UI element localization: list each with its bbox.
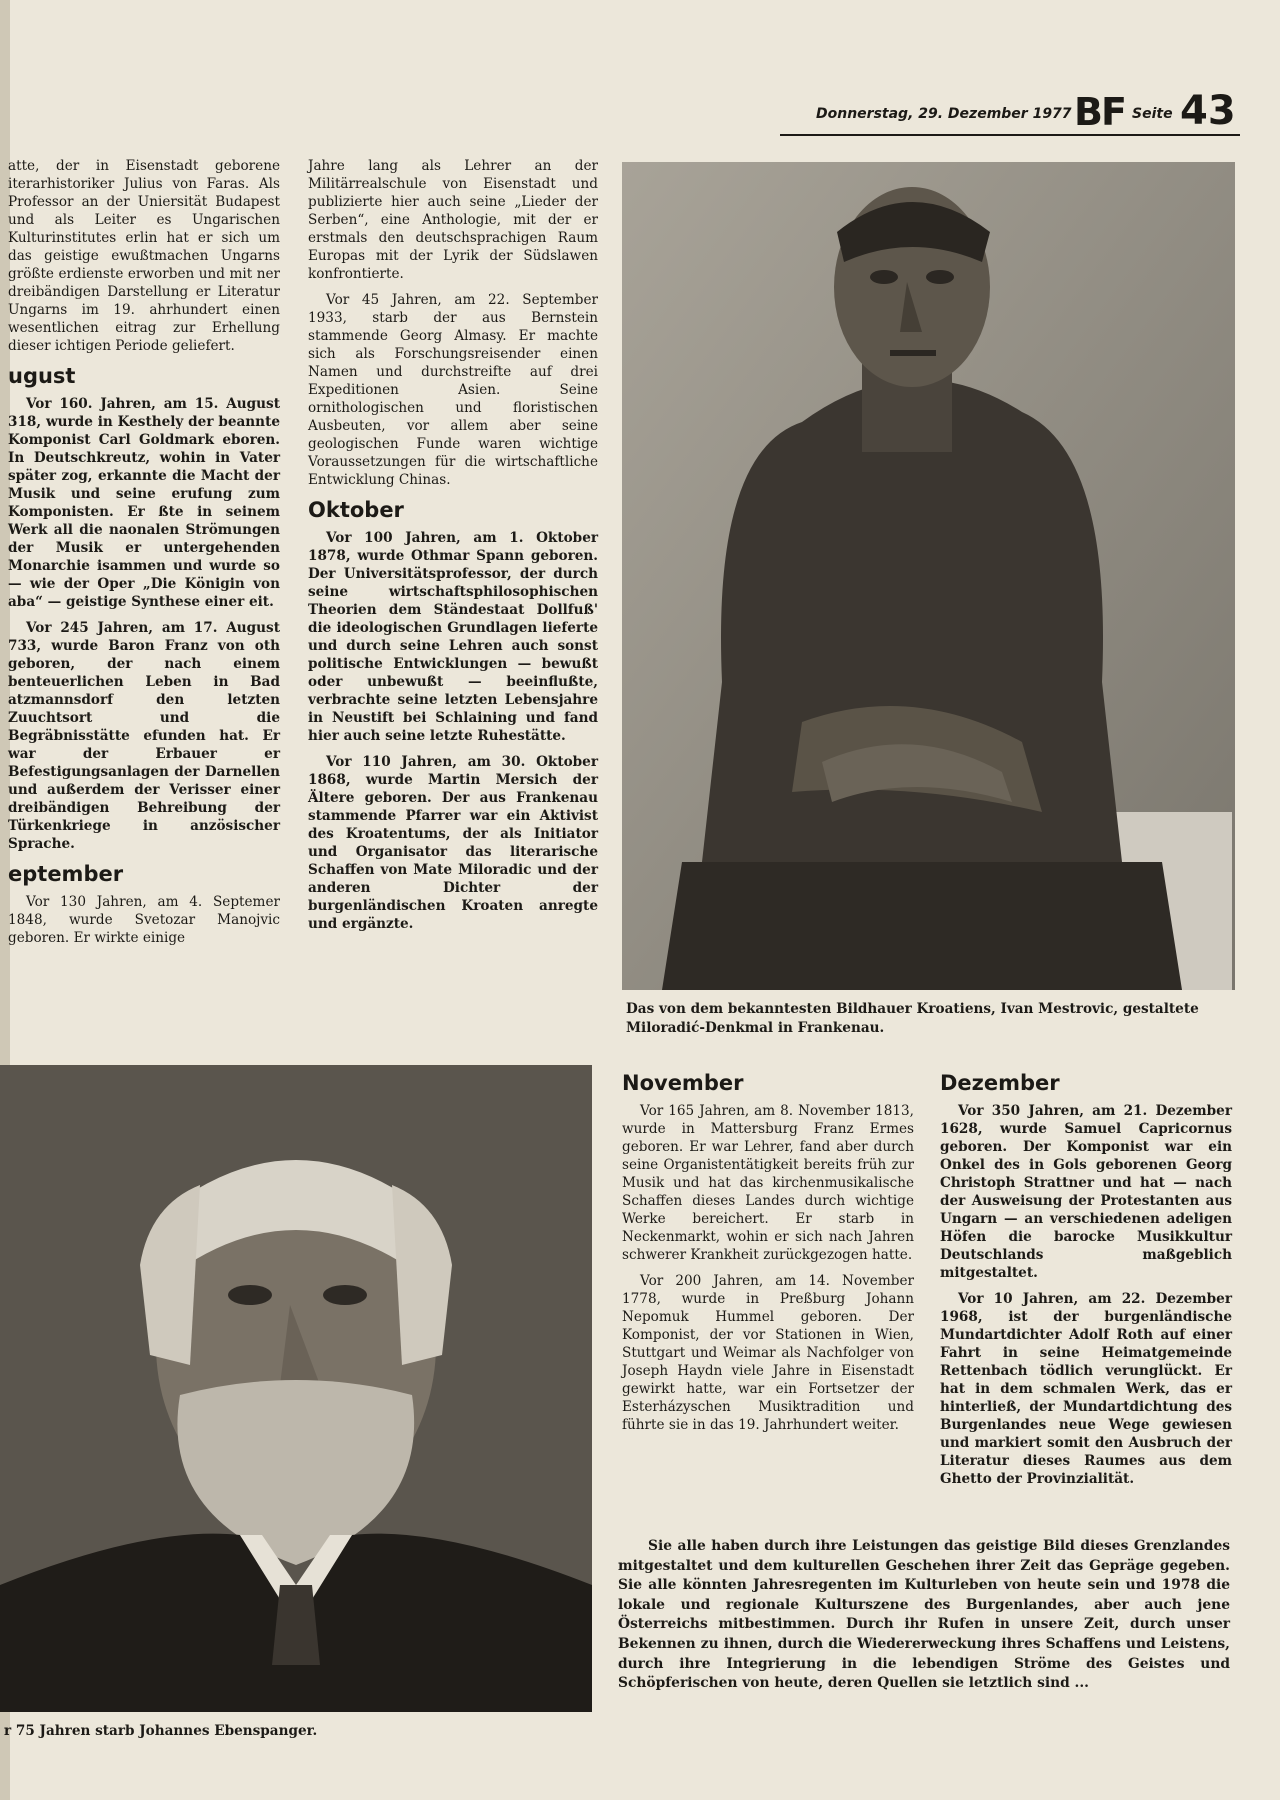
statue-caption: Das von dem bekanntesten Bildhauer Kroatiens, Ivan Mestrovic, gestaltete Miloradić-Denkmal in Frankenau. [626, 1001, 1199, 1036]
article-column-1 [8, 157, 280, 955]
paragraph-farkas: atte, der in Eisenstadt geborene iterarhistoriker Julius von Faras. Als Professor an der Uniersität Budapest und als Leiter es Ungarischen Kulturinstitutes erlin hat er sich um das geistige ewußtmachen Ungarns größte erdienste erworben und mit ner dreibändigen Darstellung er Literatur Ungarns im 19. ahrhundert einen wesentlichen eitrag zur Erhellung dieser ichtigen Periode geliefert. [8, 158, 280, 354]
heading-november: November [622, 1071, 744, 1095]
paragraph-mersich: Vor 110 Jahren, am 30. Oktober 1868, wurde Martin Mersich der Ältere geboren. Der aus Frankenau stammende Pfarrer war ein Aktivist des Kroatentums, der als Initiator und Organisator das literarische Schaffen von Mate Miloradic und der anderen Dichter der burgenländischen Kroaten anregte und ergänzte. [308, 754, 598, 932]
statue-photo [622, 162, 1235, 990]
paragraph-roth-baron: Vor 245 Jahren, am 17. August 733, wurde Baron Franz von oth geboren, der nach einem benteuerlichen Leben in Bad atzmannsdorf den letzten Zuuchtsort und die Begräbnisstätte efunden hat. Er war der Erbauer er Befestigungsanlagen der Darnellen und außerdem der Verisser einer dreibändigen Behreibung der Türkenkriege in anzösischer Sprache. [8, 620, 280, 852]
closing-paragraph [618, 1537, 1230, 1694]
page-label: Seite [1132, 106, 1173, 122]
article-column-2 [308, 157, 598, 941]
paragraph-capricornus: Vor 350 Jahren, am 21. Dezember 1628, wurde Samuel Capricornus geboren. Der Komponist war ein Onkel des in Gols geborenen Georg Christoph Strattner und hat — nach der Ausweisung der Protestanten aus Ungarn — an verschiedenen adeligen Höfen die barocke Musikkultur Deutschlands maßgeblich mitgestaltet. [940, 1103, 1232, 1281]
paragraph-adolf-roth: Vor 10 Jahren, am 22. Dezember 1968, ist der burgenländische Mundartdichter Adolf Roth auf einer Fahrt in seine Heimatgemeinde Rettenbach tödlich verunglückt. Er hat in dem schmalen Werk, das er hinterließ, der Mundartdichtung des Burgenlandes neue Wege gewiesen und markiert somit den Ausbruch der Literatur dieses Raumes aus dem Ghetto der Provinzialität. [940, 1291, 1232, 1487]
ebenspanger-portrait-image [0, 1065, 592, 1712]
dezember-column [940, 1062, 1232, 1496]
november-column [622, 1062, 914, 1442]
heading-september: eptember [8, 862, 124, 886]
newspaper-logo: BF [1074, 90, 1125, 134]
page-header [780, 84, 1240, 136]
paragraph-manojlovic: Vor 130 Jahren, am 4. Septemer 1848, wurde Svetozar Manojvic geboren. Er wirkte einige [8, 894, 280, 946]
paragraph-lieder-der-serben: Jahre lang als Lehrer an der Militärrealschule von Eisenstadt und publizierte hier auch seine „Lieder der Serben“, eine Anthologie, mit der er erstmals den deutschsprachigen Raum Europas mit der Lyrik der Südslawen konfrontierte. [308, 158, 598, 282]
portrait-caption: r 75 Jahren starb Johannes Ebenspanger. [4, 1723, 318, 1739]
miloradic-monument-image [622, 162, 1235, 990]
paragraph-spann: Vor 100 Jahren, am 1. Oktober 1878, wurde Othmar Spann geboren. Der Universitätsprofessor, der durch seine wirtschaftsphilosophischen Theorien dem Ständestaat Dollfuß' die ideologischen Grundlagen lieferte und durch seine Lehren auch sonst politische Entwicklungen — bewußt oder unbewußt — beeinflußte, verbrachte seine letzten Lebensjahre in Neustift bei Schlaining und fand hier auch seine letzte Ruhestätte. [308, 530, 598, 744]
portrait-photo [0, 1065, 592, 1712]
paragraph-hummel: Vor 200 Jahren, am 14. November 1778, wurde in Preßburg Johann Nepomuk Hummel geboren. Der Komponist, der vor Stationen in Wien, Stuttgart und Weimar als Nachfolger von Joseph Haydn viele Jahre in Eisenstadt gewirkt hatte, war ein Fortsetzer der Esterházyschen Musiktradition und führte sie in das 19. Jahrhundert weiter. [622, 1273, 914, 1433]
paragraph-almasy: Vor 45 Jahren, am 22. September 1933, starb der aus Bernstein stammende Georg Almasy. Er machte sich als Forschungsreisender einen Namen und durchstreifte auf drei Expeditionen Asien. Seine ornithologischen und floristischen Ausbeuten, vor allem aber seine geologischen Funde waren wichtige Voraussetzungen für die wirtschaftliche Entwicklung Chinas. [308, 292, 598, 488]
heading-dezember: Dezember [940, 1071, 1060, 1095]
closing-text: Sie alle haben durch ihre Leistungen das geistige Bild dieses Grenzlandes mitgestaltet und dem kulturellen Geschehen ihrer Zeit das Gepräge gegeben. Sie alle könnten Jahresregenten im Kulturleben von heute sein und 1978 die lokale und regionale Kulturszene des Burgenlandes, aber auch jene Österreichs mitbestimmen. Durch ihr Rufen in unsere Zeit, durch unser Bekennen zu ihnen, durch die Wiedererweckung ihres Schaffens und Leistens, durch ihre Integrierung in die lebendigen Ströme des Geistes und Schöpferischen von heute, deren Quellen sie letztlich sind ... [618, 1538, 1230, 1692]
issue-date: Donnerstag, 29. Dezember 1977 [816, 106, 1072, 122]
page-number: 43 [1180, 88, 1236, 134]
paragraph-goldmark: Vor 160. Jahren, am 15. August 318, wurde in Kesthely der beannte Komponist Carl Goldmark eboren. In Deutschkreutz, wohin in Vater später zog, erkannte die Macht der Musik und seine erufung zum Komponisten. Er ßte in seinem Werk all die naonalen Strömungen der Musik er untergehenden Monarchie isammen und wurde so — wie der Oper „Die Königin von aba“ — geistige Synthese einer eit. [8, 396, 280, 610]
heading-august: ugust [8, 364, 76, 388]
heading-oktober: Oktober [308, 498, 404, 522]
paragraph-ermes: Vor 165 Jahren, am 8. November 1813, wurde in Mattersburg Franz Ermes geboren. Er war Lehrer, fand aber durch seine Organistentätigkeit bereits früh zur Musik und hat das kirchenmusikalische Schaffen dieses Landes durch wichtige Werke bereichert. Er starb in Neckenmarkt, wohin er sich nach Jahren schwerer Krankheit zurückgezogen hatte. [622, 1103, 914, 1263]
